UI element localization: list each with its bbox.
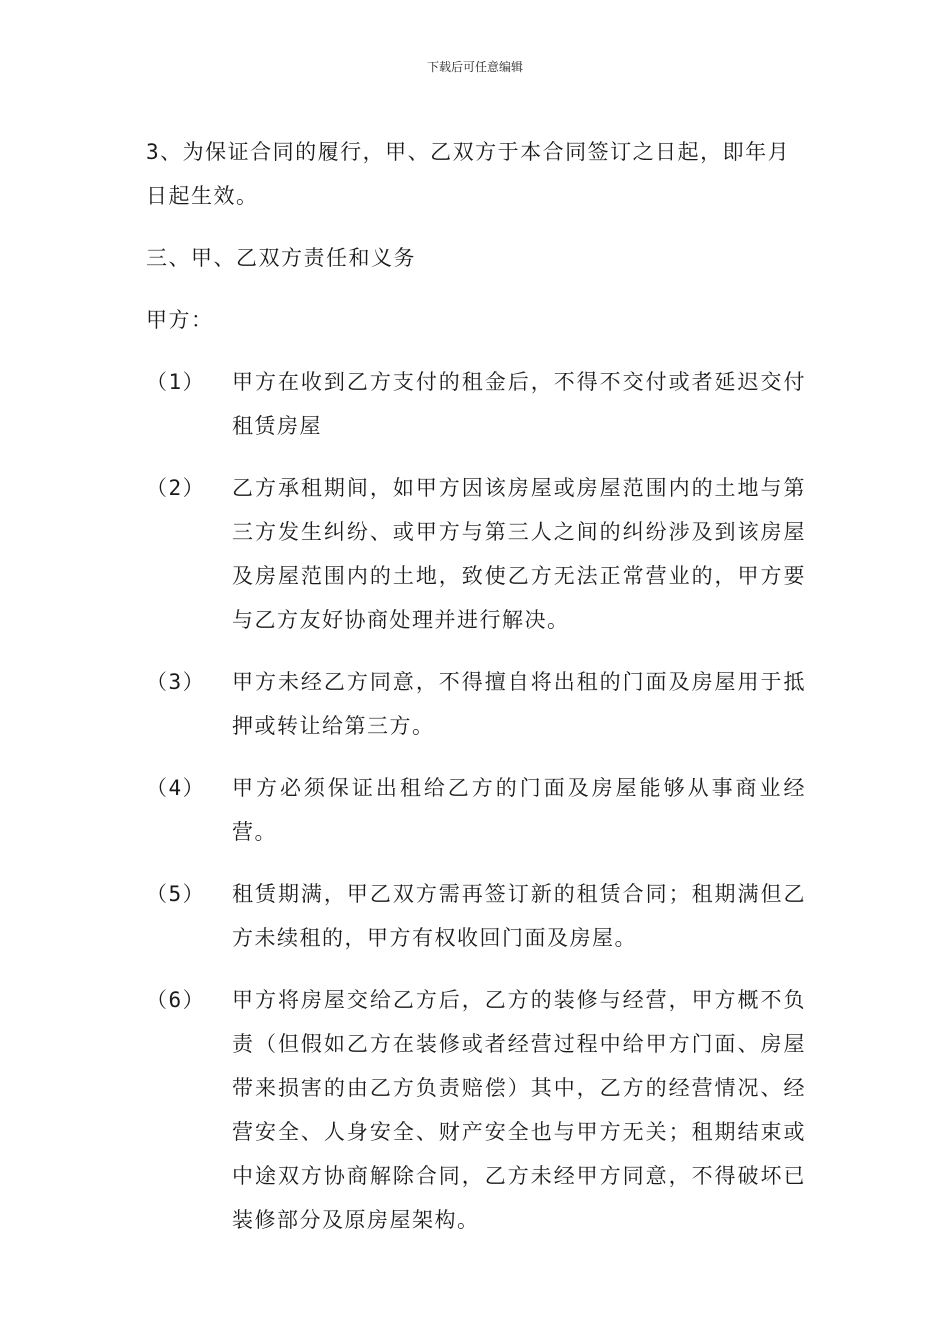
list-item-text: 甲方必须保证出租给乙方的门面及房屋能够从事商业经营。 xyxy=(232,776,806,844)
list-item-number: （6） xyxy=(146,988,206,1012)
list-item-number: （3） xyxy=(146,670,206,694)
list-item-text: 甲方将房屋交给乙方后，乙方的装修与经营，甲方概不负责（但假如乙方在装修或者经营过程中给甲方门面、房屋带来损害的由乙方负责赔偿）其中，乙方的经营情况、经营安全、人身安全、财产安全也与甲方无关；租期结束或中途双方协商解除合同，乙方未经甲方同意，不得破坏已装修部分及原房屋架构。 xyxy=(232,988,806,1232)
list-item xyxy=(146,360,806,448)
list-item-text: 甲方未经乙方同意，不得擅自将出租的门面及房屋用于抵押或转让给第三方。 xyxy=(232,670,806,738)
list-item-number: （1） xyxy=(146,370,206,394)
header-note: 下载后可任意编辑 xyxy=(426,60,523,74)
list-item-text: 租赁期满，甲乙双方需再签订新的租赁合同；租期满但乙方未续租的，甲方有权收回门面及房屋。 xyxy=(232,882,806,950)
list-item-number: （5） xyxy=(146,882,206,906)
list-item xyxy=(146,766,806,854)
party-label: 甲方： xyxy=(146,308,214,332)
list-item-number: （2） xyxy=(146,476,206,500)
list-item-number: （4） xyxy=(146,776,206,800)
section-title: 三、甲、乙双方责任和义务 xyxy=(146,246,416,270)
list-item-text: 乙方承租期间，如甲方因该房屋或房屋范围内的土地与第三方发生纠纷、或甲方与第三人之间的纠纷涉及到该房屋及房屋范围内的土地，致使乙方无法正常营业的，甲方要与乙方友好协商处理并进行解决。 xyxy=(232,476,806,632)
document-body xyxy=(146,130,813,1242)
list-item xyxy=(146,978,806,1242)
list-item xyxy=(146,466,806,642)
list-item xyxy=(146,660,806,748)
list-item-text: 甲方在收到乙方支付的租金后，不得不交付或者延迟交付租赁房屋 xyxy=(232,370,806,438)
clause-3-paragraph: 3、为保证合同的履行，甲、乙双方于本合同签订之日起，即年月 日起生效。 xyxy=(146,140,813,208)
list-item xyxy=(146,872,806,960)
